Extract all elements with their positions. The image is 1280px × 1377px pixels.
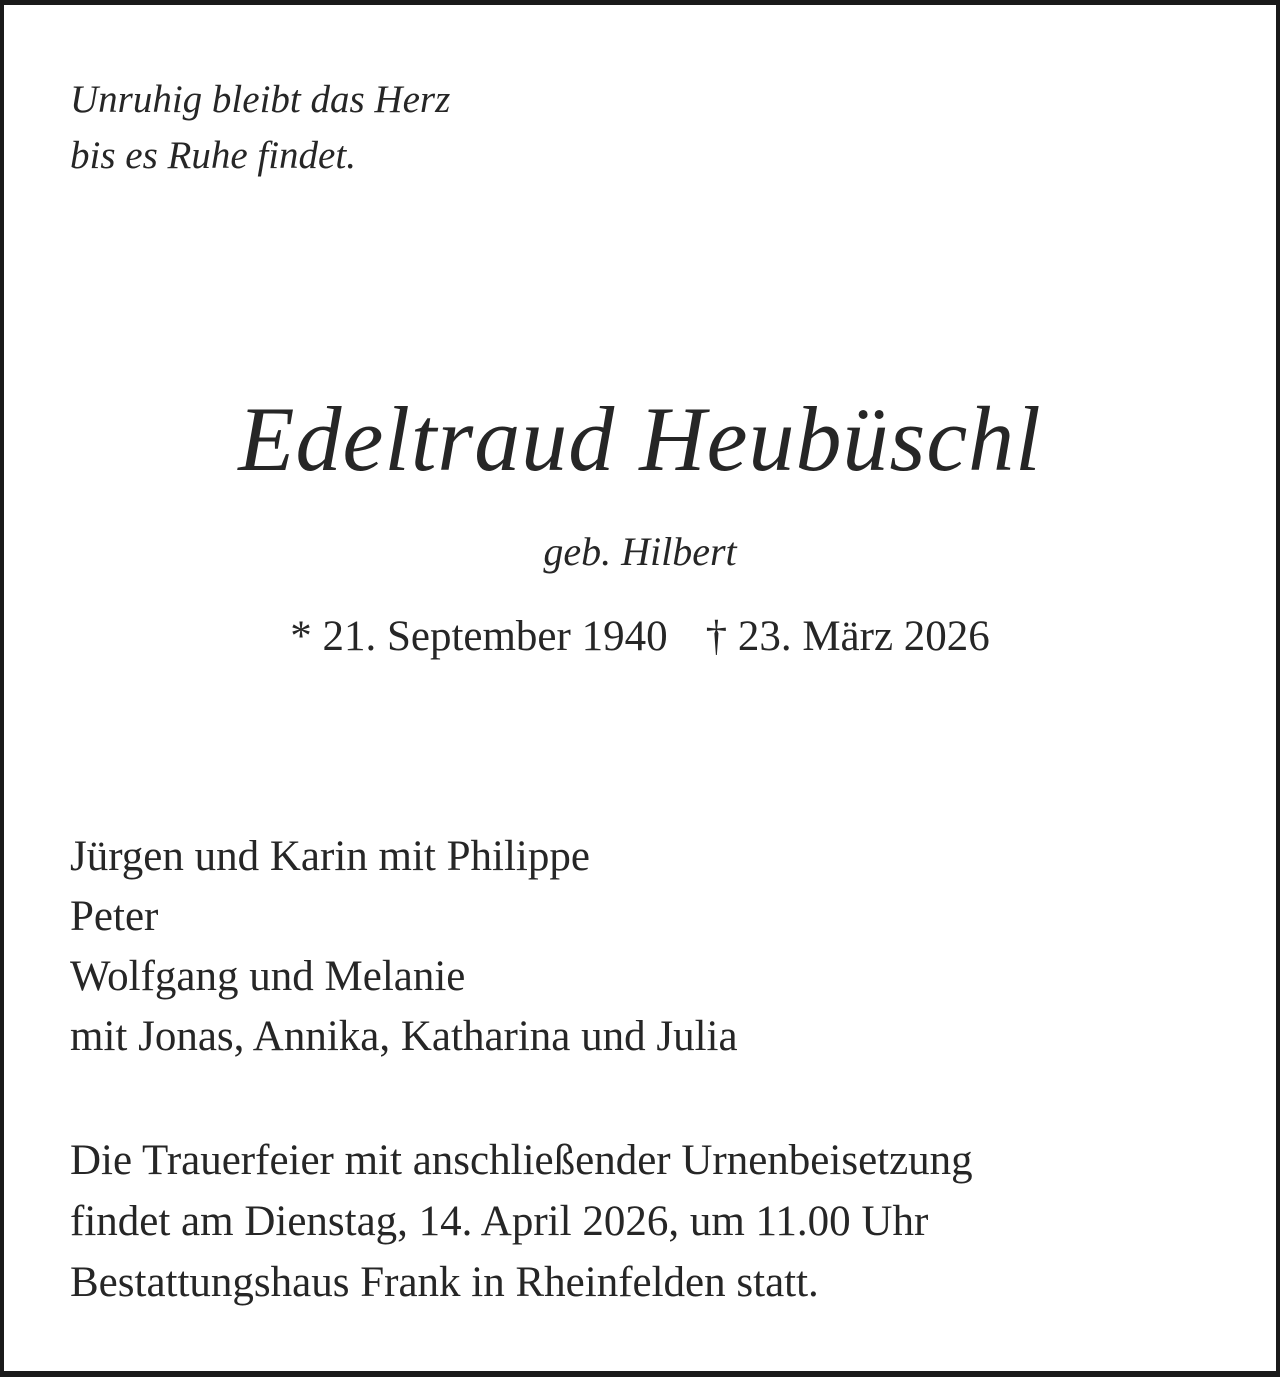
- maiden-name: geb. Hilbert: [543, 529, 737, 574]
- mourner-line: mit Jonas, Annika, Katharina und Julia: [70, 1013, 738, 1060]
- mourners-list: [70, 827, 738, 1067]
- motto-line: bis es Ruhe findet.: [70, 134, 356, 177]
- mourner-line: Jürgen und Karin mit Philippe: [70, 833, 590, 880]
- motto-line: Unruhig bleibt das Herz: [70, 78, 451, 121]
- service-line: Die Trauerfeier mit anschließender Urnenbeisetzung: [70, 1137, 973, 1184]
- motto-quote: [70, 72, 450, 184]
- service-notice: [70, 1130, 973, 1313]
- life-dates: [0, 609, 1280, 665]
- service-line: Bestattungshaus Frank in Rheinfelden statt.: [70, 1259, 819, 1306]
- deceased-name: Edeltraud Heubüschl: [238, 388, 1042, 490]
- mourner-line: Wolfgang und Melanie: [70, 953, 466, 1000]
- mourner-line: Peter: [70, 893, 159, 940]
- death-date: † 23. März 2026: [705, 613, 990, 660]
- birth-date: * 21. September 1940: [290, 613, 668, 660]
- service-line: findet am Dienstag, 14. April 2026, um 11.00 Uhr: [70, 1198, 929, 1245]
